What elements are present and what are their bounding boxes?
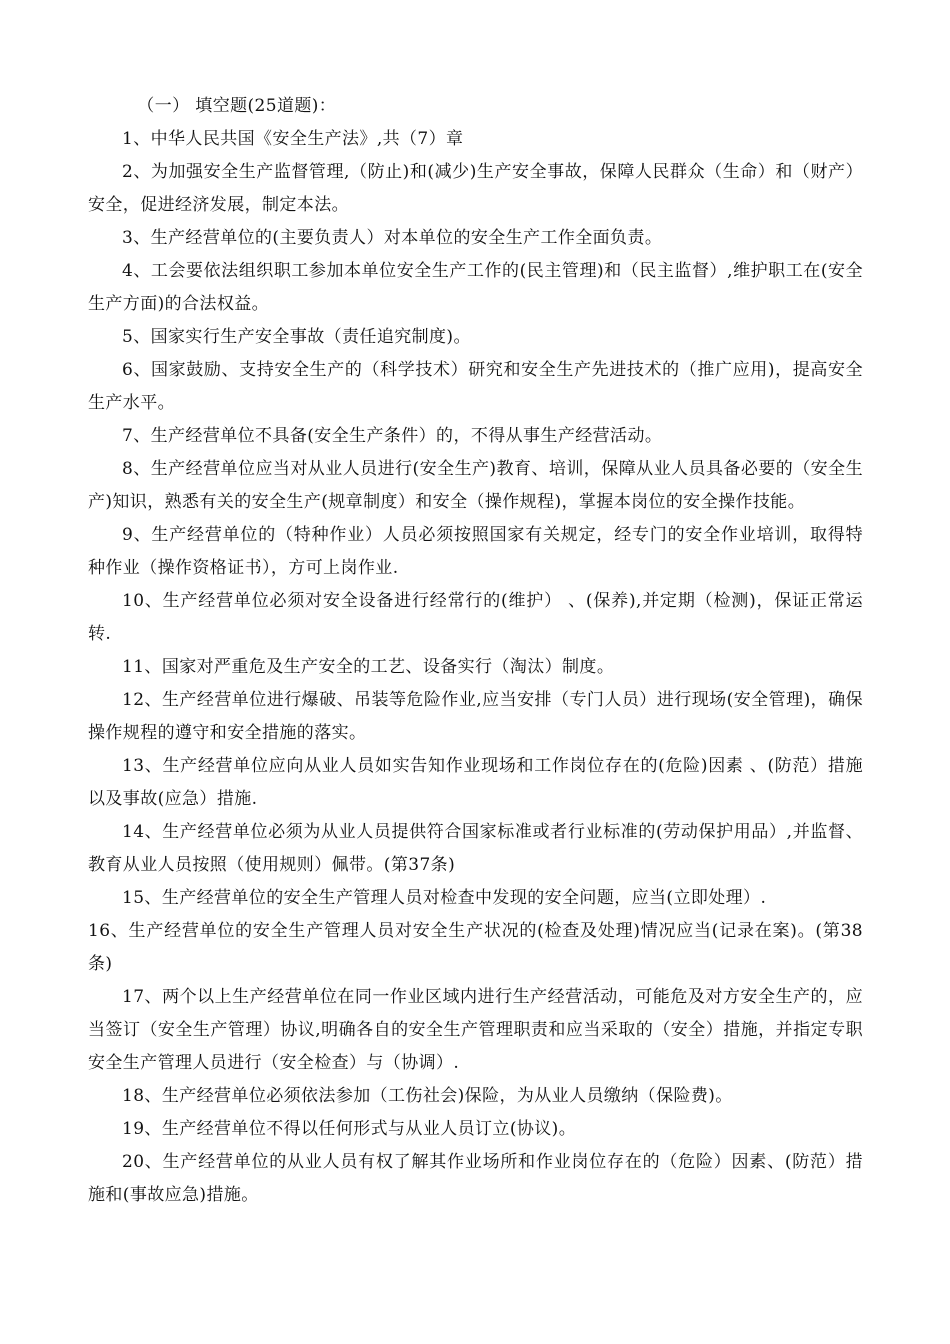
question-9: 9、生产经营单位的（特种作业）人员必须按照国家有关规定，经专门的安全作业培训，取得特种作业（操作资格证书），方可上岗作业. — [88, 525, 863, 578]
question-20: 20、生产经营单位的从业人员有权了解其作业场所和作业岗位存在的（危险）因素、(防范）措施和(事故应急)措施。 — [88, 1152, 863, 1205]
question-7: 7、生产经营单位不具备(安全生产条件）的，不得从事生产经营活动。 — [122, 426, 663, 446]
question-8: 8、生产经营单位应当对从业人员进行(安全生产)教育、培训，保障从业人员具备必要的（安全生产)知识，熟悉有关的安全生产(规章制度）和安全（操作规程)，掌握本岗位的安全操作技能。 — [88, 459, 863, 512]
question-14: 14、生产经营单位必须为从业人员提供符合国家标准或者行业标准的(劳动保护用品）,并监督、 教育从业人员按照（使用规则）佩带。(第37条) — [88, 822, 863, 875]
section-title: （一） 填空题(25道题)： — [137, 96, 337, 116]
question-17: 17、两个以上生产经营单位在同一作业区域内进行生产经营活动，可能危及对方安全生产的，应当签订（安全生产管理）协议,明确各自的安全生产管理职责和应当采取的（安全）措施，并指定专职安全生产管理人员进行（安全检查）与（协调）. — [88, 987, 863, 1073]
question-4: 4、工会要依法组织职工参加本单位安全生产工作的(民主管理)和（民主监督）,维护职工在(安全生产方面)的合法权益。 — [88, 261, 863, 314]
question-6: 6、国家鼓励、支持安全生产的（科学技术）研究和安全生产先进技术的（推广应用)，提高安全生产水平。 — [88, 360, 863, 413]
question-18: 18、生产经营单位必须依法参加（工伤社会)保险，为从业人员缴纳（保险费)。 — [122, 1086, 733, 1106]
question-16: 16、生产经营单位的安全生产管理人员对安全生产状况的(检查及处理)情况应当(记录在案)。(第38条) — [88, 921, 863, 974]
question-12: 12、生产经营单位进行爆破、吊装等危险作业,应当安排（专门人员）进行现场(安全管理)，确保操作规程的遵守和安全措施的落实。 — [88, 690, 863, 743]
question-1: 1、中华人民共国《安全生产法》,共（7）章 — [122, 129, 464, 149]
question-11: 11、国家对严重危及生产安全的工艺、设备实行（淘汰）制度。 — [122, 657, 615, 677]
question-15: 15、生产经营单位的安全生产管理人员对检查中发现的安全问题，应当(立即处理）. — [122, 888, 767, 908]
document-body — [88, 90, 863, 1212]
question-13: 13、生产经营单位应向从业人员如实告知作业现场和工作岗位存在的(危险)因素 、(防范）措施以及事故(应急）措施. — [88, 756, 863, 809]
question-19: 19、生产经营单位不得以任何形式与从业人员订立(协议)。 — [122, 1119, 577, 1139]
question-10: 10、生产经营单位必须对安全设备进行经常行的(维护） 、(保养),并定期（检测)，保证正常运转. — [88, 591, 863, 644]
question-5: 5、国家实行生产安全事故（责任追究制度)。 — [122, 327, 471, 347]
question-3: 3、生产经营单位的(主要负责人）对本单位的安全生产工作全面负责。 — [122, 228, 663, 248]
question-2: 2、为加强安全生产监督管理,（防止)和(减少)生产安全事故，保障人民群众（生命）和（财产）安全，促进经济发展，制定本法。 — [88, 162, 863, 215]
